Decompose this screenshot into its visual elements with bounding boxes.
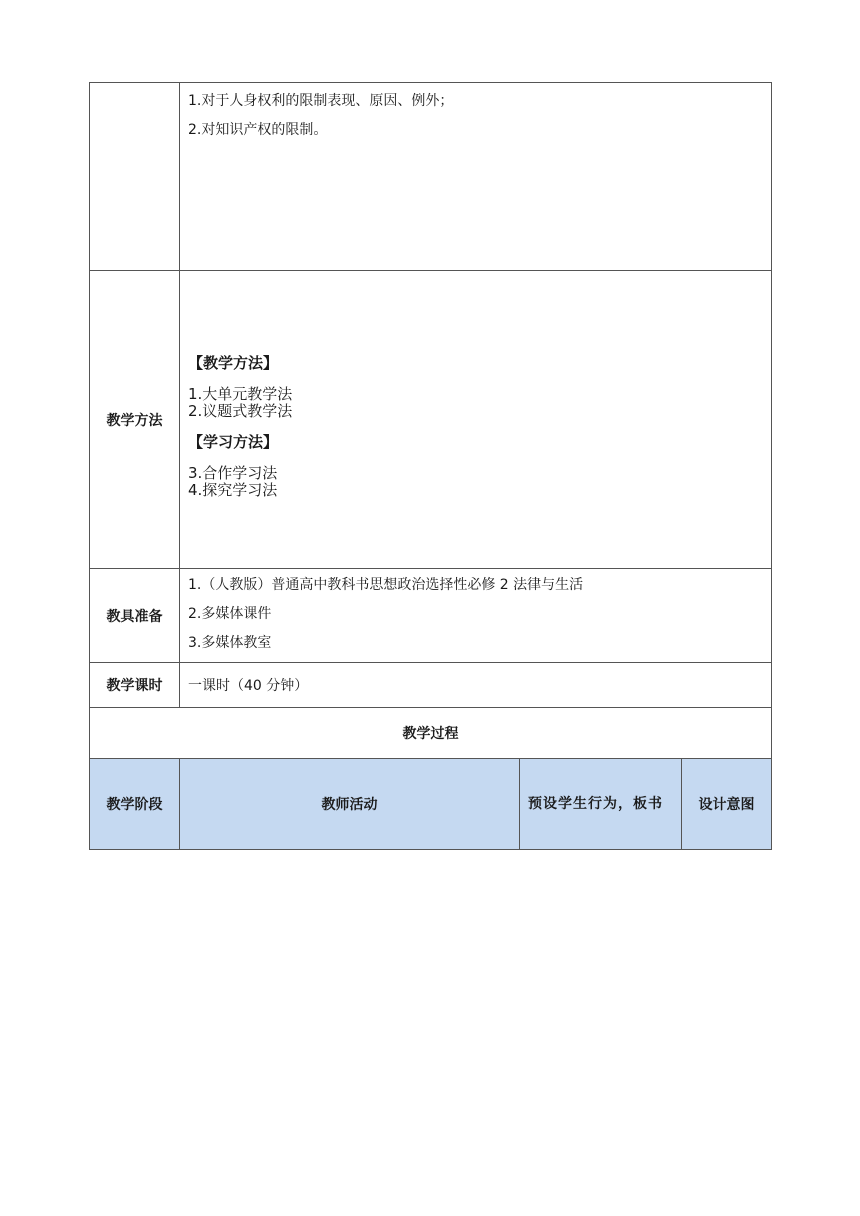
column-header-design-intent: 设计意图 [682, 759, 772, 850]
learning-method-heading: 【学习方法】 [188, 433, 279, 451]
column-header-teacher-activity: 教师活动 [180, 759, 520, 850]
class-hours-row [90, 663, 772, 708]
teaching-aid-item-2: 2.多媒体课件 [188, 606, 272, 622]
process-title: 教学过程 [90, 708, 772, 759]
learning-method-item-1: 3.合作学习法 [188, 464, 278, 482]
teaching-method-content [180, 271, 772, 569]
column-header-student-behavior: 预设学生行为，板书 [520, 759, 682, 850]
teaching-method-item-2: 2.议题式教学法 [188, 402, 293, 420]
objective-line-1: 1.对于人身权利的限制表现、原因、例外； [188, 93, 454, 109]
objectives-row [90, 83, 772, 271]
objectives-label-cell [90, 83, 180, 271]
teaching-method-heading: 【教学方法】 [188, 354, 279, 372]
teaching-method-item-1: 1.大单元教学法 [188, 385, 293, 403]
objective-line-2: 2.对知识产权的限制。 [188, 122, 328, 138]
teaching-method-label: 教学方法 [90, 271, 180, 569]
objectives-content-cell [180, 83, 772, 271]
process-header-row [90, 759, 772, 850]
column-header-stage: 教学阶段 [90, 759, 180, 850]
class-hours-label: 教学课时 [90, 663, 180, 708]
lesson-plan-table [89, 82, 772, 850]
class-hours-value: 一课时（40 分钟） [180, 663, 772, 708]
teaching-aid-item-1: 1.（人教版）普通高中教科书思想政治选择性必修 2 法律与生活 [188, 577, 584, 593]
teaching-aids-content [180, 569, 772, 663]
teaching-aids-row [90, 569, 772, 663]
teaching-method-row [90, 271, 772, 569]
learning-method-item-2: 4.探究学习法 [188, 481, 278, 499]
teaching-aid-item-3: 3.多媒体教室 [188, 635, 272, 651]
process-title-row [90, 708, 772, 759]
teaching-aids-label: 教具准备 [90, 569, 180, 663]
